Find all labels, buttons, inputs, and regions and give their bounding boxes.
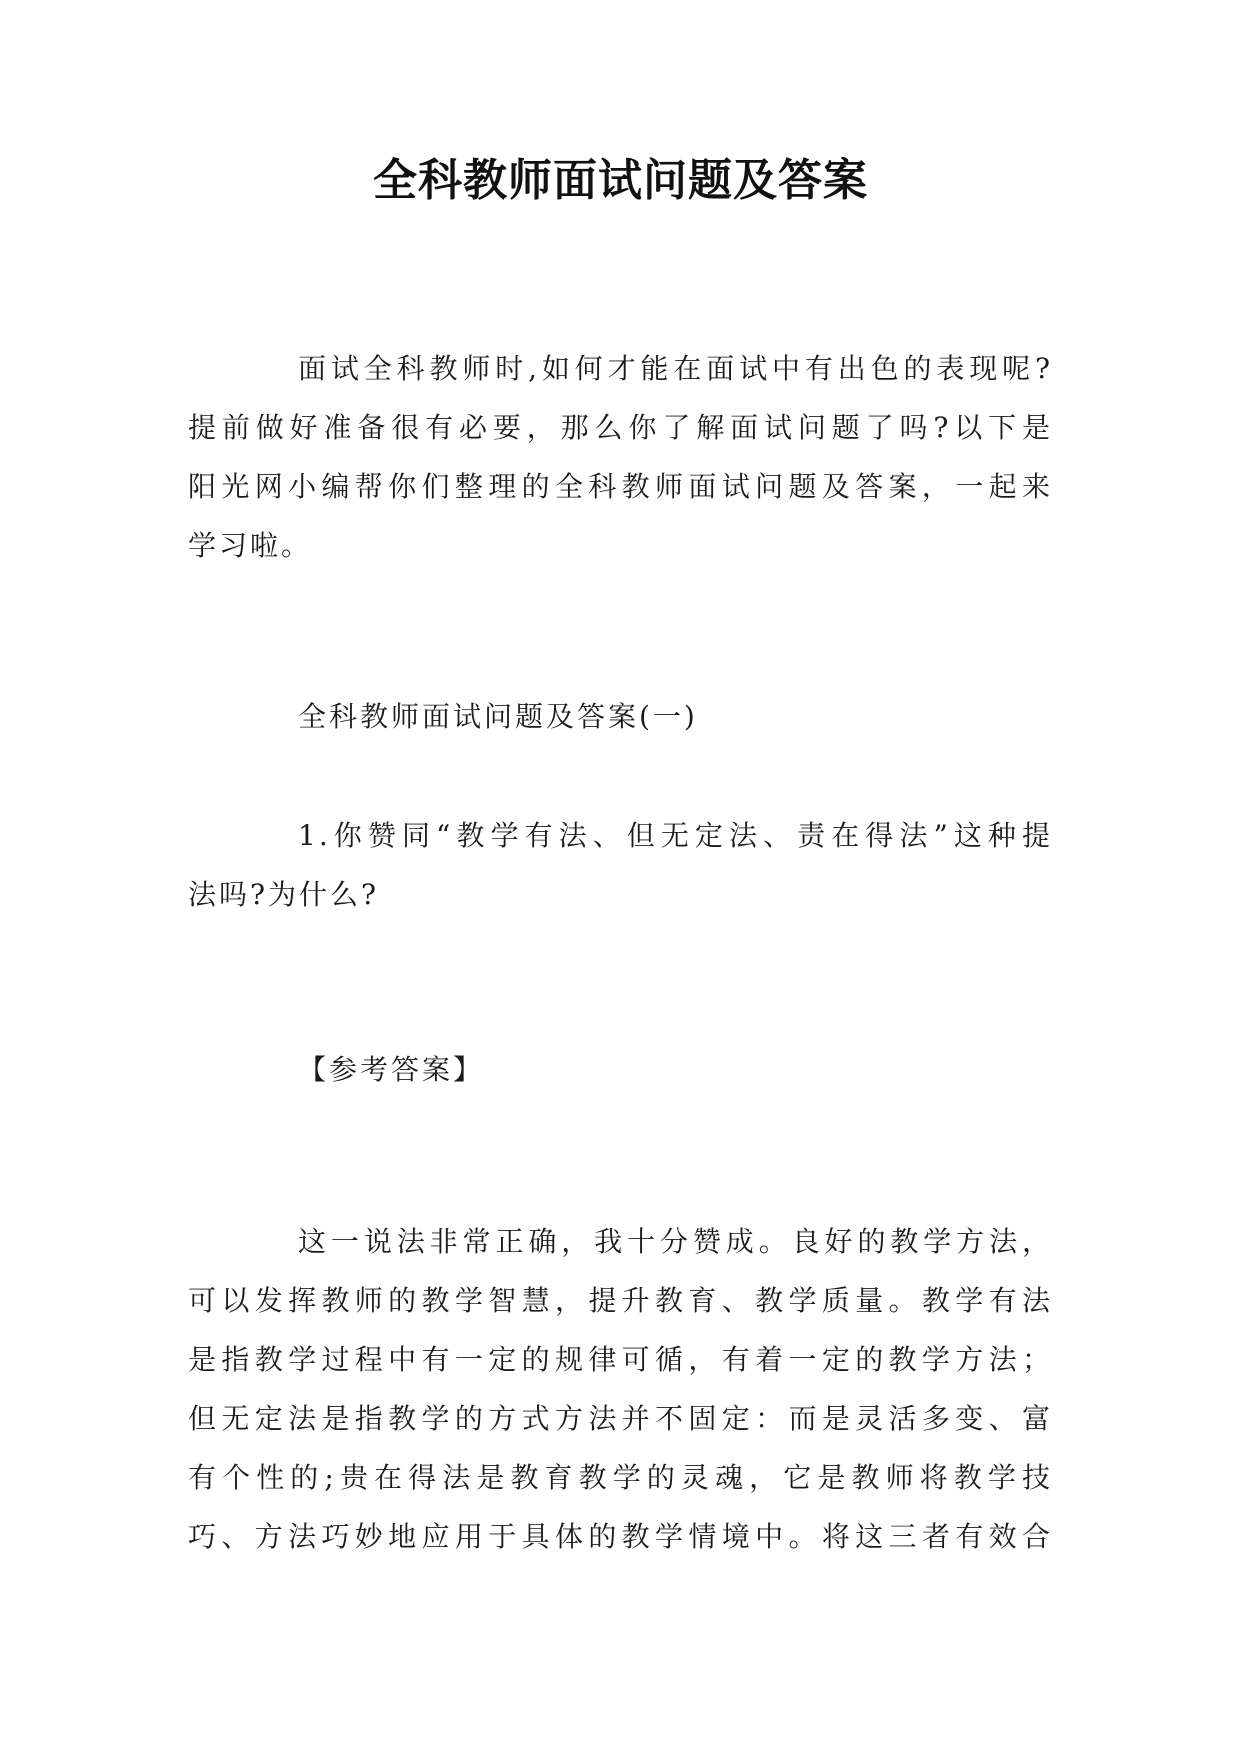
answer-line: 可以发挥教师的教学智慧，提升教育、教学质量。教学有法: [188, 1284, 1053, 1317]
intro-line: 阳光网小编帮你们整理的全科教师面试问题及答案，一起来: [188, 470, 1053, 503]
answer-line: 但无定法是指教学的方式方法并不固定：而是灵活多变、富: [188, 1402, 1053, 1435]
answer-line: 巧、方法巧妙地应用于具体的教学情境中。将这三者有效合: [188, 1520, 1053, 1553]
answer-label-text: 【参考答案】: [298, 1053, 485, 1086]
answer-line: 是指教学过程中有一定的规律可循，有着一定的教学方法；: [188, 1343, 1053, 1376]
question-paragraph: [188, 806, 1053, 924]
answer-line: 这一说法非常正确，我十分赞成。良好的教学方法，: [298, 1225, 1053, 1258]
section-heading: [188, 687, 1053, 746]
intro-line: 学习啦。: [188, 529, 313, 562]
answer-paragraph: [188, 1212, 1053, 1566]
question-line: 法吗?为什么?: [188, 878, 380, 911]
intro-line: 提前做好准备很有必要，那么你了解面试问题了吗?以下是: [188, 411, 1053, 444]
question-line: 1.你赞同“教学有法、但无定法、责在得法”这种提: [298, 819, 1053, 852]
intro-line: 面试全科教师时,如何才能在面试中有出色的表现呢?: [298, 352, 1053, 385]
answer-line: 有个性的;贵在得法是教育教学的灵魂，它是教师将教学技: [188, 1461, 1053, 1494]
section-heading-text: 全科教师面试问题及答案(一): [298, 700, 698, 733]
answer-label: [188, 1040, 1053, 1099]
document-title: 全科教师面试问题及答案: [373, 155, 868, 206]
intro-paragraph: [188, 339, 1053, 575]
